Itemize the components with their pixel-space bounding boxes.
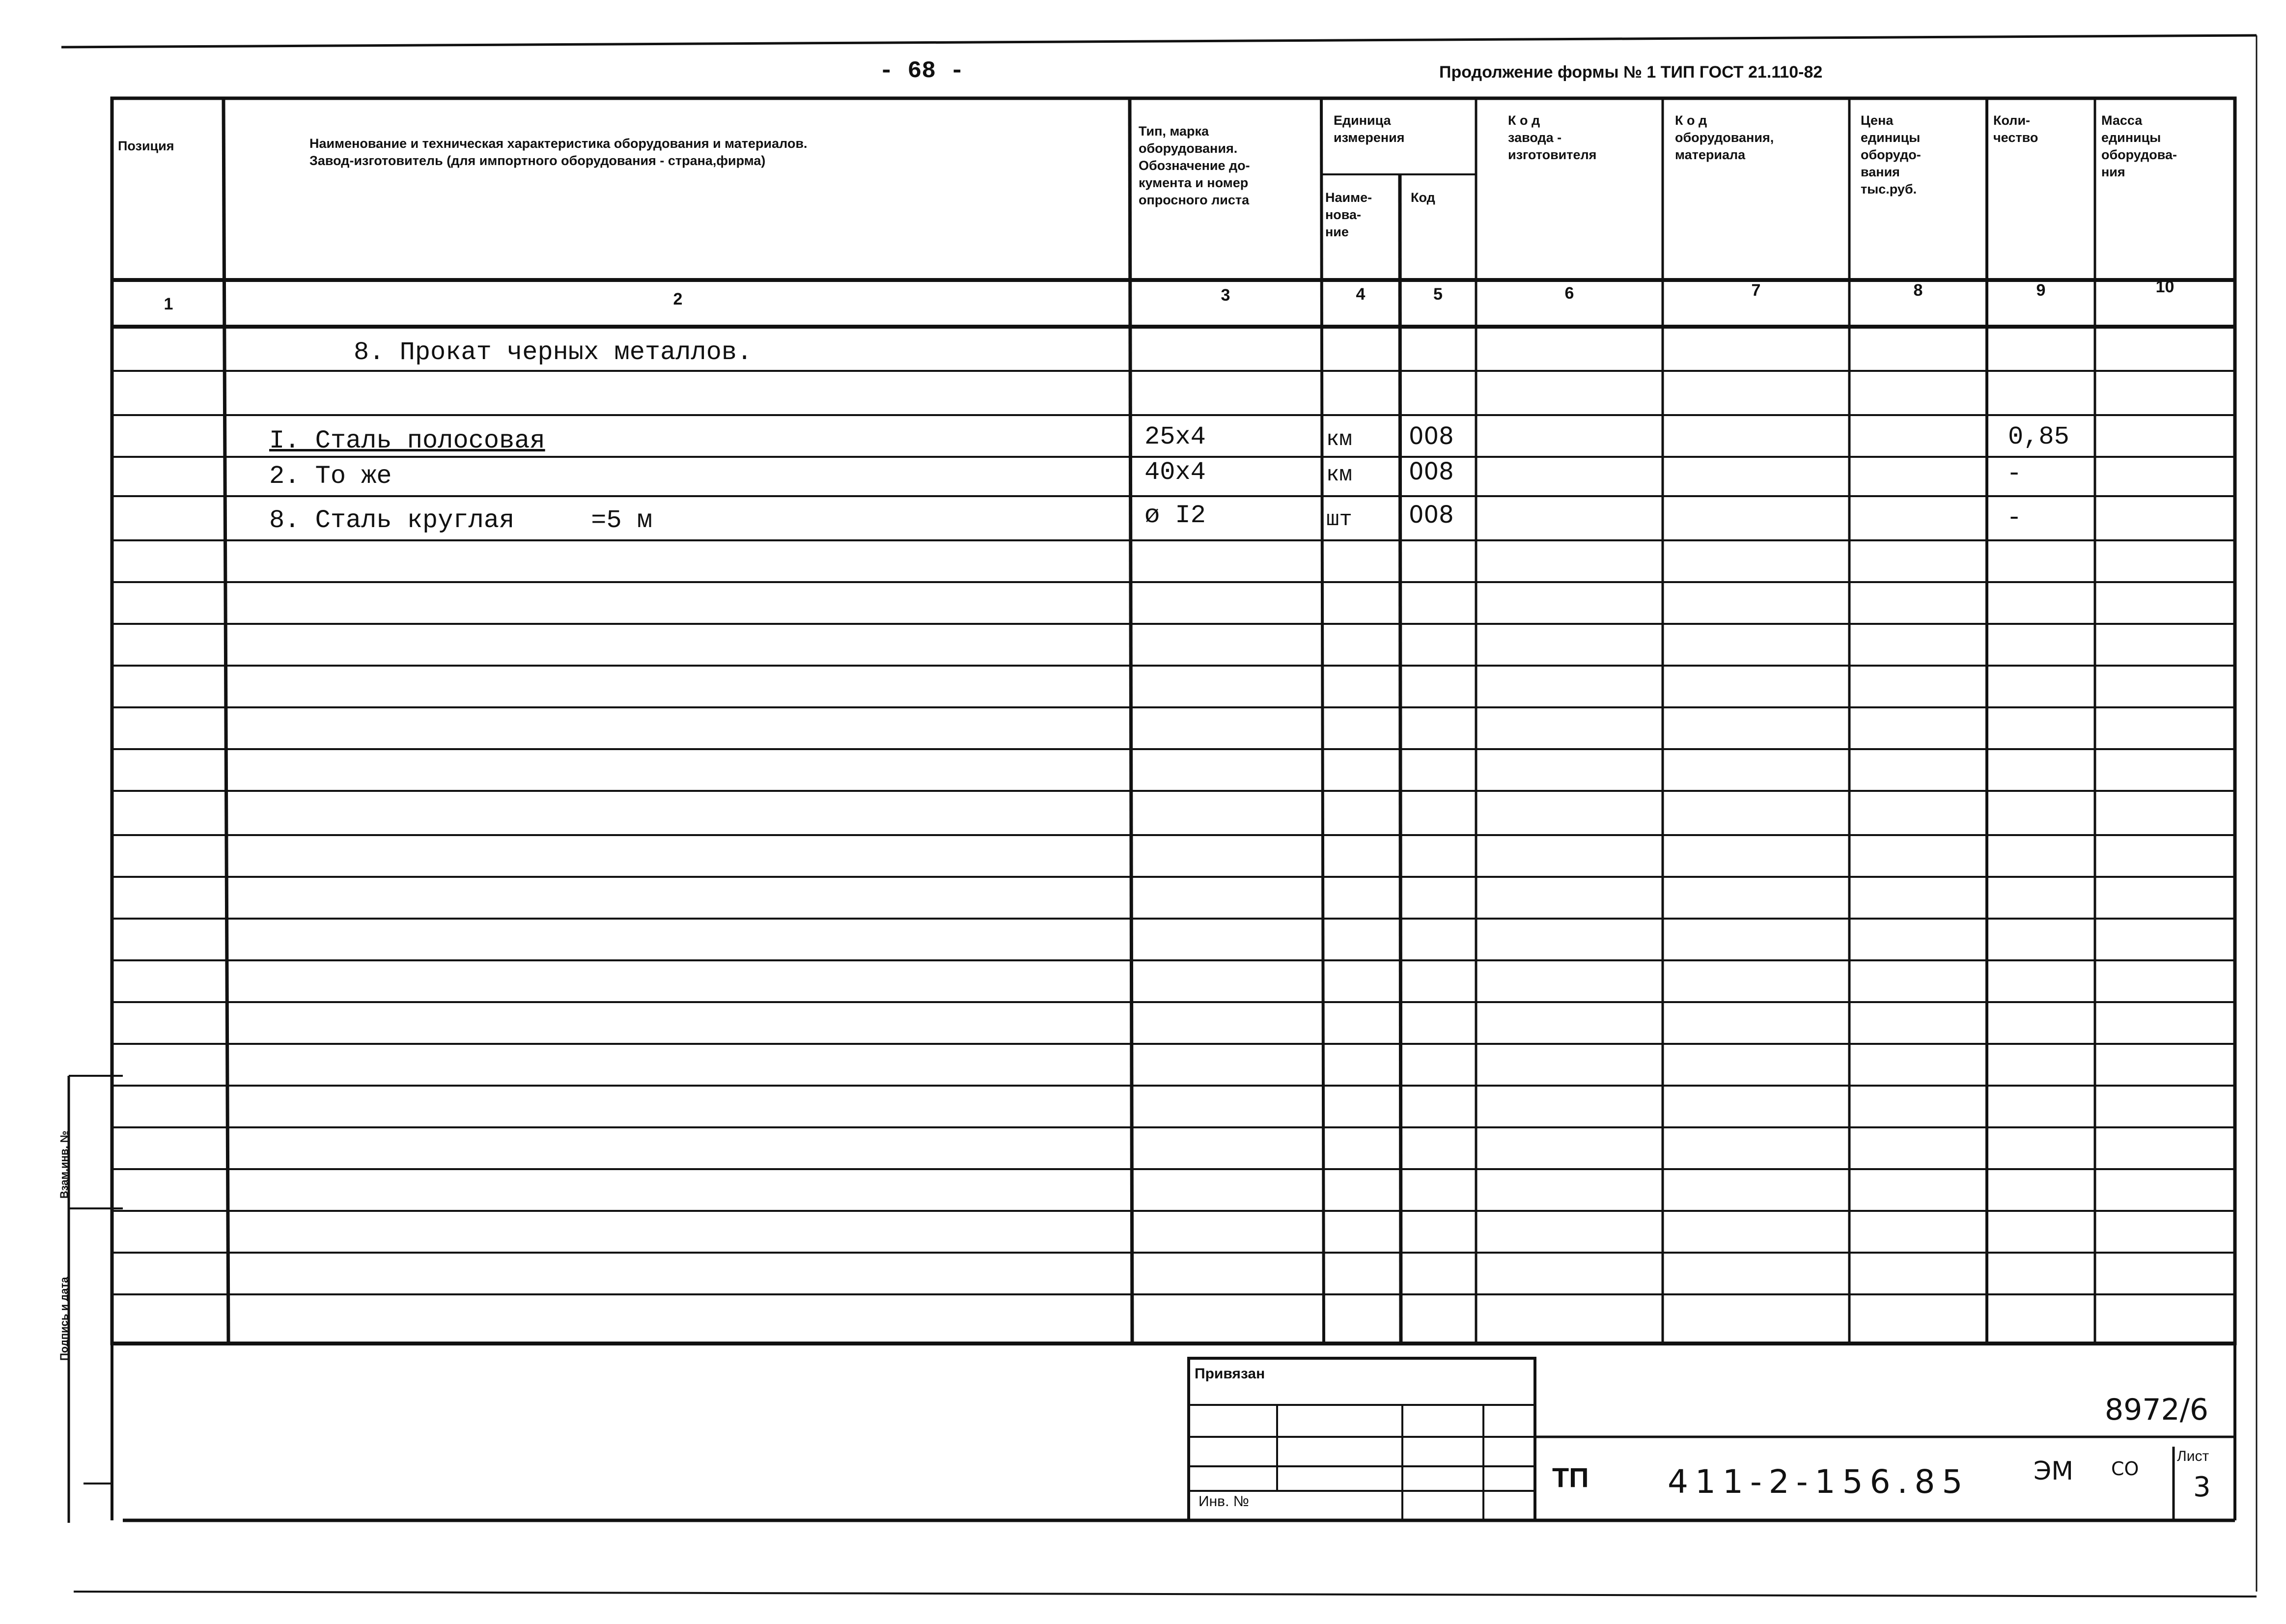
row-1-name: I. Сталь полосовая bbox=[269, 426, 545, 455]
row-3-code: 008 bbox=[1409, 501, 1454, 529]
column-header-8: Цена единицы оборудо- вания тыс.руб. bbox=[1861, 113, 1921, 196]
row-3-name: 8. Сталь круглая =5 м bbox=[269, 506, 653, 535]
em-label: ЭМ bbox=[2034, 1456, 2074, 1486]
column-number-3: 3 bbox=[1221, 286, 1230, 305]
side-label-signature-date: Подпись и дата bbox=[58, 1277, 70, 1361]
column-header-9: Коли- чество bbox=[1993, 113, 2038, 145]
unit-group-header: Единица измерения bbox=[1334, 113, 1405, 145]
tp-label: ТП bbox=[1552, 1462, 1589, 1493]
column-number-8: 8 bbox=[1913, 281, 1923, 300]
column-number-10: 10 bbox=[2155, 278, 2174, 296]
co-label: СО bbox=[2111, 1458, 2139, 1480]
column-header-10: Масса единицы оборудова- ния bbox=[2101, 113, 2177, 179]
sheet-label: Лист bbox=[2177, 1448, 2209, 1464]
column-header-7: К о д оборудования, материала bbox=[1675, 113, 1774, 162]
row-3-quantity: - bbox=[2007, 504, 2022, 532]
column-header-4: Наиме- нова- ние bbox=[1325, 190, 1372, 239]
column-header-2: Наименование и техническая характеристика оборудования и материалов. Завод-изготовитель (для импортного оборудования - страна,фирма) bbox=[309, 136, 808, 168]
column-header-6: К о д завода - изготовителя bbox=[1508, 113, 1597, 162]
row-2-unit: км bbox=[1326, 463, 1352, 487]
row-2-quantity: - bbox=[2007, 459, 2022, 488]
privyazan-label: Привязан bbox=[1195, 1366, 1265, 1382]
page-number: - 68 - bbox=[879, 58, 964, 84]
row-1-code: 008 bbox=[1409, 422, 1454, 450]
row-1-quantity: 0,85 bbox=[2008, 422, 2069, 451]
continuation-note: Продолжение формы № 1 ТИП ГОСТ 21.110-82 bbox=[1439, 63, 1823, 82]
row-1-type: 25х4 bbox=[1144, 422, 1206, 451]
row-2-name: 2. То же bbox=[269, 462, 392, 491]
column-number-6: 6 bbox=[1564, 284, 1574, 303]
row-2-code: 008 bbox=[1409, 458, 1454, 485]
column-number-5: 5 bbox=[1433, 285, 1443, 304]
section-title: 8. Прокат черных металлов. bbox=[354, 338, 753, 367]
column-number-9: 9 bbox=[2036, 281, 2046, 300]
column-number-1: 1 bbox=[164, 295, 173, 313]
inventory-number-label: Инв. № bbox=[1199, 1493, 1249, 1510]
project-code: 411-2-156.85 bbox=[1668, 1463, 1970, 1501]
column-number-4: 4 bbox=[1356, 285, 1366, 304]
row-3-unit: шт bbox=[1326, 507, 1352, 532]
column-header-5: Код bbox=[1411, 190, 1435, 205]
row-1-unit: км bbox=[1326, 427, 1352, 452]
column-number-7: 7 bbox=[1751, 281, 1761, 300]
column-header-1: Позиция bbox=[118, 139, 174, 153]
row-3-type: ø I2 bbox=[1144, 501, 1206, 530]
row-2-type: 40х4 bbox=[1144, 458, 1206, 487]
column-header-3: Тип, марка оборудования. Обозначение до- кумента и номер опросного листа bbox=[1139, 124, 1250, 207]
column-number-2: 2 bbox=[673, 290, 683, 308]
document-number: 8972/6 bbox=[2105, 1393, 2209, 1427]
sheet-number: 3 bbox=[2193, 1471, 2211, 1503]
side-label-replaced-inventory: Взам.инв. № bbox=[58, 1130, 70, 1199]
